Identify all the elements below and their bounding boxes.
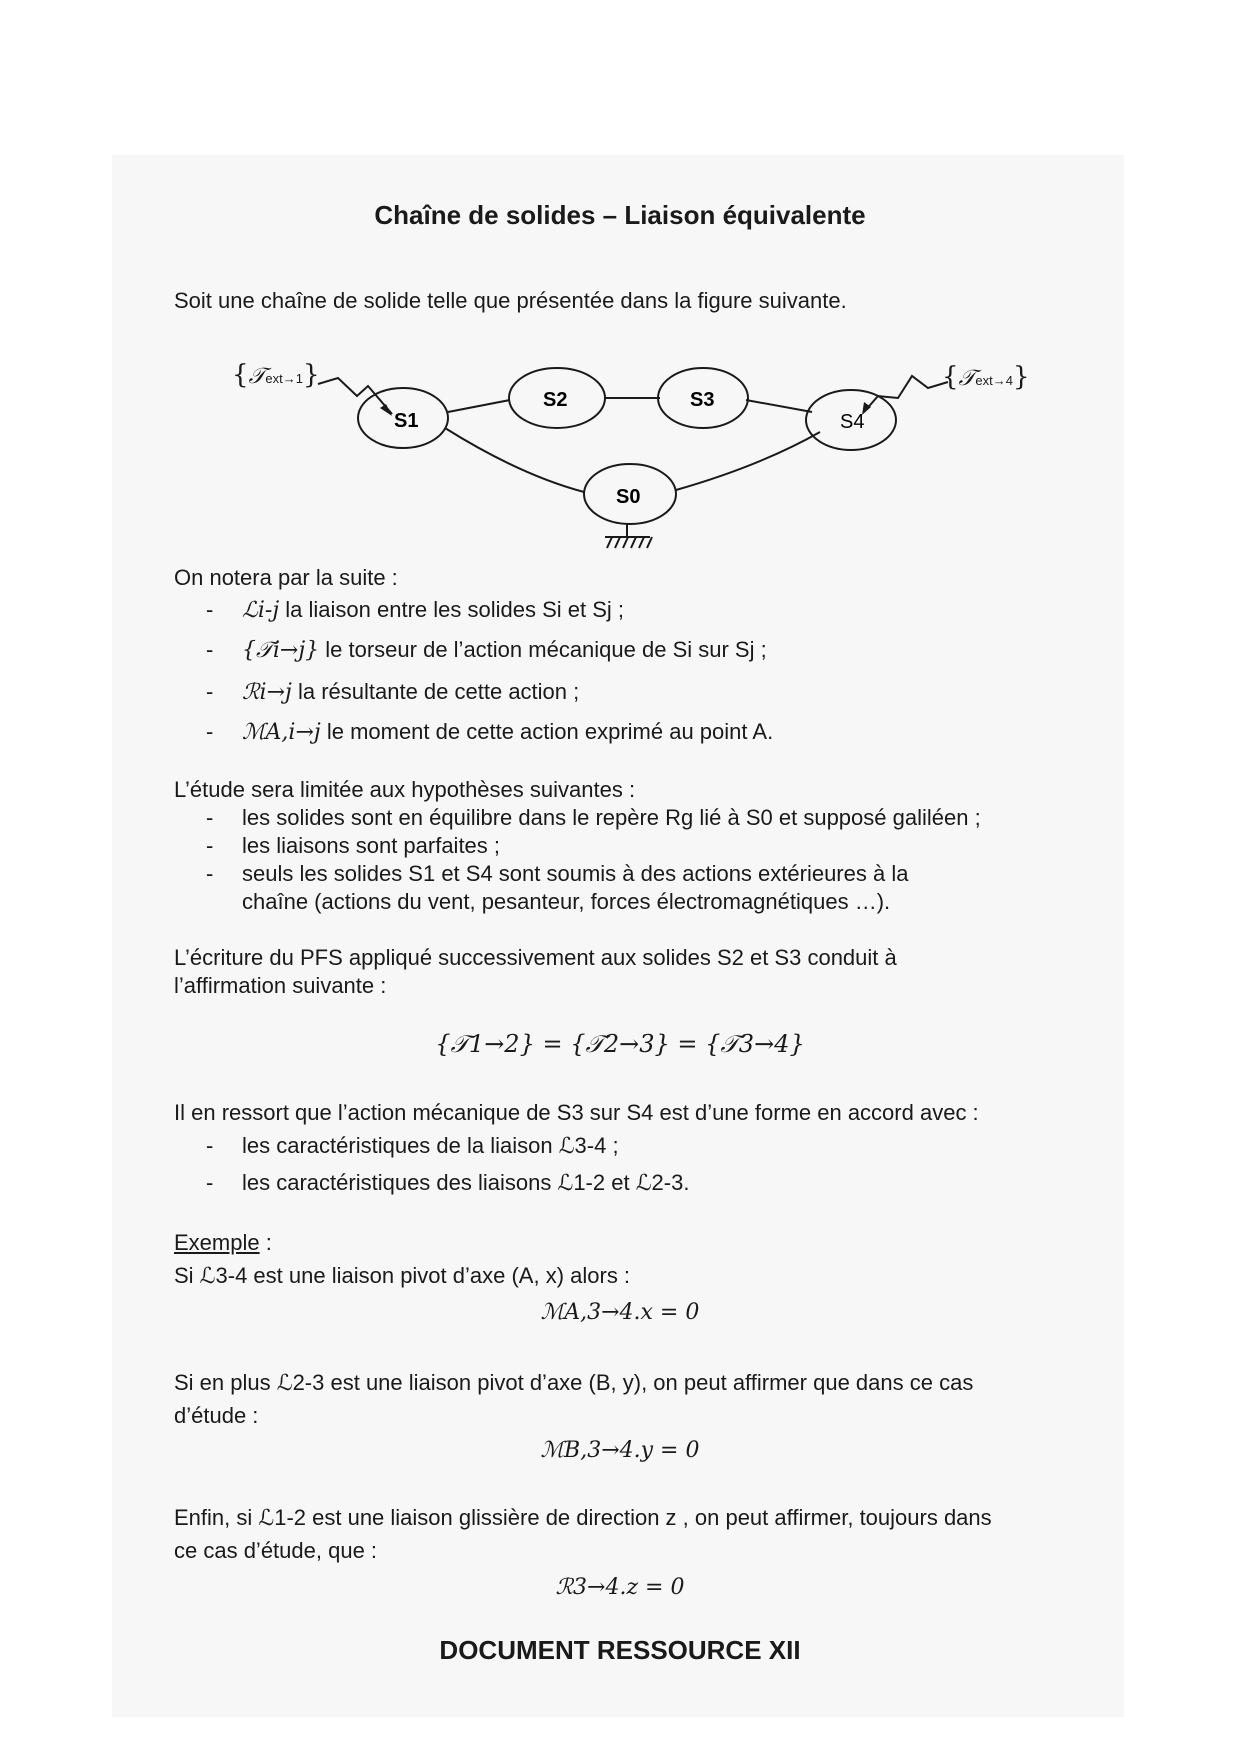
pfs-line-2: l’affirmation suivante : bbox=[174, 973, 387, 998]
pfs-line-1: L’écriture du PFS appliqué successivement aux solides S2 et S3 conduit à bbox=[174, 945, 897, 970]
pfs-equation: {𝒯1→2} = {𝒯2→3} = {𝒯3→4} bbox=[435, 1030, 805, 1058]
ext-action-left-zigzag bbox=[318, 378, 392, 414]
hypothesis-item: - les liaisons sont parfaites ; bbox=[206, 833, 501, 858]
hypothesis-item-continued: chaîne (actions du vent, pesanteur, forces électromagnétiques …). bbox=[242, 889, 891, 914]
intro-text: Soit une chaîne de solide telle que présentée dans la figure suivante. bbox=[174, 288, 847, 313]
hypothesis-item: - les solides sont en équilibre dans le repère Rg lié à S0 et supposé galiléen ; bbox=[206, 805, 981, 830]
arrowhead-left bbox=[380, 404, 392, 416]
solid-label: S3 bbox=[690, 389, 715, 411]
consequence-item: - les caractéristiques de la liaison ℒ3-4 ; bbox=[206, 1133, 619, 1158]
solid-chain-diagram bbox=[0, 0, 1240, 560]
document-footer: DOCUMENT RESSOURCE XII bbox=[439, 1635, 801, 1665]
example-equation-2: ℳB,3→4.y = 0 bbox=[540, 1438, 700, 1463]
solid-label: S0 bbox=[616, 486, 641, 508]
solid-label: S1 bbox=[394, 410, 419, 432]
ext-torseur-right: {𝒯ext→4} bbox=[942, 362, 1030, 392]
example-line-3a: Enfin, si ℒ1-2 est une liaison glissière de direction z , on peut affirmer, toujours dans bbox=[174, 1505, 992, 1530]
example-line-2b: d’étude : bbox=[174, 1403, 259, 1428]
notation-item: - ℛi→j la résultante de cette action ; bbox=[206, 679, 580, 705]
consequence-item: - les caractéristiques des liaisons ℒ1-2 et ℒ2-3. bbox=[206, 1170, 690, 1195]
example-line-2a: Si en plus ℒ2-3 est une liaison pivot d’axe (B, y), on peut affirmer que dans ce cas bbox=[174, 1370, 974, 1395]
ext-torseur-left: {𝒯ext→1} bbox=[232, 360, 320, 390]
notation-item: - {𝒯i→j} le torseur de l’action mécanique de Si sur Sj ; bbox=[206, 637, 767, 663]
solid-label: S4 bbox=[840, 411, 865, 433]
hypothesis-item: - seuls les solides S1 et S4 sont soumis à des actions extérieures à la bbox=[206, 861, 909, 886]
notation-item: - ℒi-j la liaison entre les solides Si et Sj ; bbox=[206, 597, 624, 623]
example-line-1: Si ℒ3-4 est une liaison pivot d’axe (A, x) alors : bbox=[174, 1263, 631, 1288]
ext-action-right-zigzag bbox=[864, 376, 948, 412]
example-line-3b: ce cas d’étude, que : bbox=[174, 1538, 378, 1563]
example-equation-3: ℛ3→4.z = 0 bbox=[555, 1575, 685, 1600]
hypotheses-intro: L’étude sera limitée aux hypothèses suivantes : bbox=[174, 777, 636, 802]
example-equation-1: ℳA,3→4.x = 0 bbox=[540, 1300, 700, 1325]
page-title: Chaîne de solides – Liaison équivalente bbox=[374, 200, 866, 230]
consequence-intro: Il en ressort que l’action mécanique de S3 sur S4 est d’une forme en accord avec : bbox=[174, 1100, 979, 1125]
link-s1-s0 bbox=[445, 428, 584, 492]
example-heading: Exemple : bbox=[174, 1230, 272, 1255]
notation-intro: On notera par la suite : bbox=[174, 565, 398, 590]
notation-item: - ℳA,i→j le moment de cette action exprimé au point A. bbox=[206, 719, 774, 745]
link-s1-s2 bbox=[448, 400, 510, 412]
link-s4-s0 bbox=[676, 432, 820, 490]
solid-label: S2 bbox=[543, 389, 568, 411]
link-s3-s4 bbox=[746, 400, 812, 412]
